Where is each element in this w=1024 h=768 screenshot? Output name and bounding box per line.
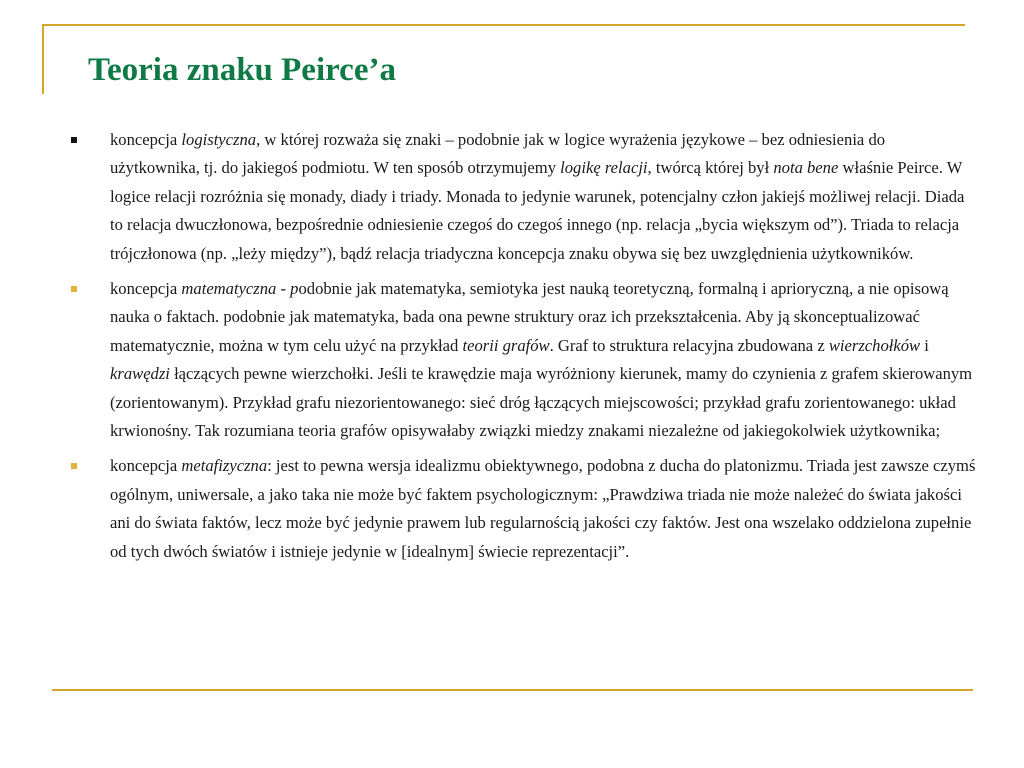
text-segment: odobnie jak matematyka, semiotyka jest nauką teoretyczną, formalną i aprioryczną, a nie opisową nauka o faktach. podobnie jak matematyka, bada ona pewne struktury oraz ich przekształcenia. Aby ją skonceptualizować matematycznie, można w tym celu użyć na przykład bbox=[110, 279, 949, 355]
slide-title: Teoria znaku Peirce’a bbox=[88, 52, 396, 88]
italic-term: nota bene bbox=[773, 158, 839, 178]
text-segment: i bbox=[920, 335, 929, 355]
frame-left-rule bbox=[42, 24, 44, 94]
bullet-square-icon bbox=[71, 463, 77, 469]
bullet-square-icon bbox=[71, 137, 77, 143]
bullet-item-mathematical bbox=[71, 275, 976, 445]
italic-term: logikę relacji bbox=[560, 158, 648, 178]
frame-top-rule bbox=[42, 24, 965, 26]
bullet-square-icon bbox=[71, 286, 77, 292]
text-segment: łączących pewne wierzchołki. Jeśli te krawędzie maja wyróżniony kierunek, mamy do czynienia z grafem skierowanym (zorientowanym). Przykład grafu niezorientowanego: sieć dróg łączących miejscowości; przykład grafu zorientowanego: układ krwionośny. Tak rozumiana teoria grafów opisywałaby związki miedzy znakami niezależne od jakiegokolwiek użytkownika; bbox=[110, 364, 973, 441]
bullet-item-metaphysical bbox=[71, 452, 976, 566]
text-segment: : jest to pewna wersja idealizmu obiektywnego, podobna z ducha do platonizmu. Triada jest zawsze czymś ogólnym, uniwersale, a jako taka nie może być faktem psychologicznym: „Prawdziwa triada nie może należeć do świata jakości ani do świata faktów, lecz może być jedynie prawem lub regularnością jakości czy faktów. Jest ona wszelako oddzielona zupełnie od tych dwóch światów i istnieje jedynie w [idealnym] świecie reprezentacji”. bbox=[110, 456, 976, 561]
text-segment: , w której rozważa się znaki – podobnie jak w logice wyrażenia językowe – bez odniesienia do użytkownika, tj. do jakiegoś podmiotu. W ten sposób otrzymujemy bbox=[110, 130, 886, 178]
frame-bottom-rule bbox=[52, 689, 973, 691]
italic-term: matematyczna - p bbox=[181, 279, 299, 299]
text-segment: . Graf to struktura relacyjna zbudowana z bbox=[549, 335, 829, 355]
text-segment: , twórcą której był bbox=[647, 158, 774, 178]
italic-term: wierzchołków bbox=[828, 335, 921, 355]
italic-term: metafizyczna bbox=[181, 456, 268, 476]
text-segment: koncepcja bbox=[110, 130, 182, 149]
text-segment: koncepcja bbox=[110, 279, 182, 299]
italic-term: logistyczna bbox=[181, 130, 257, 149]
italic-term: teorii grafów bbox=[462, 335, 550, 355]
italic-term: krawędzi bbox=[110, 364, 170, 384]
text-segment: właśnie Peirce. W logice relacji rozróżnia się monady, diady i triady. Monada to jedynie warunek, potencjalny człon jakiejś możliwej relacji. Diada to relacja dwuczłonowa, bezpośrednie odniesienie czegoś do czegoś innego (np. relacja „bycia większym od”). Triada to relacja trójczłonowa (np. „leży między”), bądź relacja triadyczna koncepcja znaku obywa się bez uwzględnienia użytkowników. bbox=[110, 158, 965, 263]
bullet-list bbox=[71, 126, 976, 573]
bullet-item-logistic bbox=[71, 126, 976, 268]
text-segment: koncepcja bbox=[110, 456, 182, 476]
